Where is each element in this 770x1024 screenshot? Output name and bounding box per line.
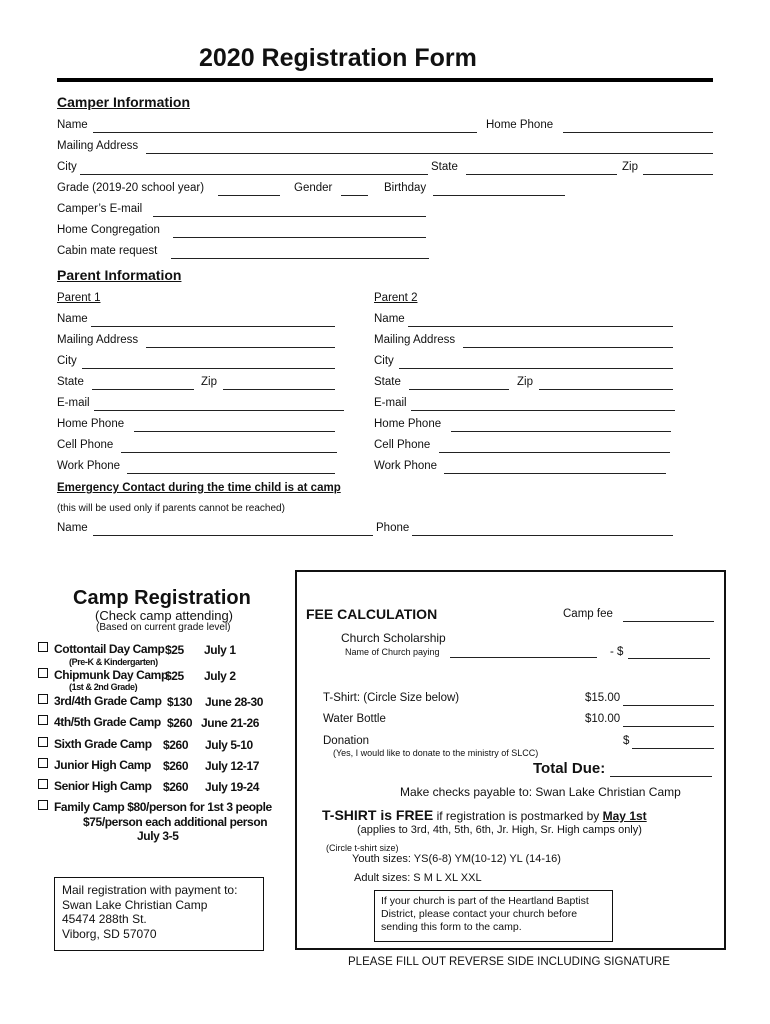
family-camp-additional: $75/person each additional person	[83, 815, 268, 829]
parent1-zip-label: Zip	[201, 376, 217, 388]
camp-option-3rd4th[interactable]: 3rd/4th Grade Camp	[38, 694, 162, 708]
checkbox[interactable]	[38, 758, 48, 768]
scholarship-amount-field[interactable]	[628, 658, 710, 659]
parent2-home-phone-label: Home Phone	[374, 418, 442, 430]
parent1-cell-phone-field[interactable]	[121, 452, 337, 453]
church-scholarship-label: Church Scholarship	[341, 631, 446, 645]
tshirt-label: T-Shirt: (Circle Size below)	[323, 692, 460, 704]
parent1-name-label: Name	[57, 313, 88, 325]
camper-congregation-label: Home Congregation	[57, 224, 160, 236]
total-due-label: Total Due:	[533, 760, 606, 777]
parent2-zip-field[interactable]	[539, 389, 673, 390]
checkbox[interactable]	[38, 800, 48, 810]
camper-grade-label: Grade (2019-20 school year)	[57, 182, 205, 194]
name-of-church-label: Name of Church paying	[345, 647, 440, 657]
parent1-email-field[interactable]	[94, 410, 344, 411]
camp-price-junior-high: $260	[163, 759, 189, 773]
camp-price-chipmunk: $25	[165, 669, 184, 683]
mail-line-3: 45474 288th St.	[62, 912, 147, 926]
camp-option-family[interactable]: Family Camp $80/person for 1st 3 people	[38, 800, 272, 814]
parent2-state-label: State	[374, 376, 401, 388]
camper-heading: Camper Information	[57, 94, 191, 110]
emergency-phone-label: Phone	[376, 522, 410, 534]
camper-cabin-field[interactable]	[171, 258, 429, 259]
parent-heading: Parent Information	[57, 267, 182, 283]
camper-email-label: Camper’s E-mail	[57, 203, 143, 215]
scholarship-dollar-label: - $	[610, 646, 624, 658]
parent1-work-phone-label: Work Phone	[57, 460, 121, 472]
camp-price-sixth: $260	[163, 738, 189, 752]
parent2-home-phone-field[interactable]	[451, 431, 671, 432]
camper-mailing-label: Mailing Address	[57, 140, 139, 152]
camp-dates-sixth: July 5-10	[205, 738, 253, 752]
camp-price-3rd4th: $130	[167, 695, 193, 709]
camper-home-phone-label: Home Phone	[486, 119, 554, 131]
camper-name-label: Name	[57, 119, 88, 131]
camp-option-chipmunk[interactable]: Chipmunk Day Camp	[38, 668, 168, 682]
tshirt-free-date: May 1st	[602, 809, 647, 823]
parent2-email-label: E-mail	[374, 397, 407, 409]
parent2-heading: Parent 2	[374, 292, 418, 304]
parent1-state-field[interactable]	[92, 389, 194, 390]
checkbox[interactable]	[38, 694, 48, 704]
mail-line-1: Mail registration with payment to:	[62, 883, 238, 897]
camper-gender-label: Gender	[294, 182, 333, 194]
tshirt-amount-field[interactable]	[623, 705, 714, 706]
parent1-city-label: City	[57, 355, 77, 367]
camp-option-sixth[interactable]: Sixth Grade Camp	[38, 737, 152, 751]
donation-label: Donation	[323, 735, 370, 747]
parent2-cell-phone-label: Cell Phone	[374, 439, 431, 451]
parent2-city-field[interactable]	[399, 368, 673, 369]
camper-state-field[interactable]	[466, 174, 617, 175]
camp-dates-chipmunk: July 2	[204, 669, 236, 683]
parent2-state-field[interactable]	[409, 389, 509, 390]
family-camp-dates: July 3-5	[137, 829, 179, 843]
fee-heading: FEE CALCULATION	[306, 606, 438, 622]
parent1-work-phone-field[interactable]	[127, 473, 335, 474]
checkbox[interactable]	[38, 737, 48, 747]
camp-price-4th5th: $260	[167, 716, 193, 730]
camp-price-cottontail: $25	[165, 643, 184, 657]
camp-option-4th5th[interactable]: 4th/5th Grade Camp	[38, 715, 161, 729]
parent2-email-field[interactable]	[411, 410, 675, 411]
parent1-state-label: State	[57, 376, 84, 388]
camper-city-field[interactable]	[80, 174, 428, 175]
parent2-name-field[interactable]	[408, 326, 673, 327]
camper-congregation-field[interactable]	[173, 237, 426, 238]
parent2-work-phone-field[interactable]	[444, 473, 666, 474]
camp-dates-3rd4th: June 28-30	[205, 695, 264, 709]
camper-grade-field[interactable]	[218, 195, 280, 196]
camp-dates-cottontail: July 1	[204, 643, 236, 657]
tshirt-free: T-SHIRT is FREE	[322, 807, 434, 823]
tshirt-price: $15.00	[585, 692, 621, 704]
camp-registration-heading: Camp Registration	[73, 587, 251, 609]
camper-gender-field[interactable]	[341, 195, 368, 196]
camp-registration-sub2: (Based on current grade level)	[96, 622, 231, 633]
parent1-mailing-label: Mailing Address	[57, 334, 139, 346]
water-bottle-price: $10.00	[585, 713, 621, 725]
mail-line-4: Viborg, SD 57070	[62, 926, 157, 941]
camp-dates-junior-high: July 12-17	[205, 759, 260, 773]
camper-cabin-label: Cabin mate request	[57, 245, 158, 257]
tshirt-free-line	[322, 807, 647, 823]
camper-zip-label: Zip	[622, 161, 638, 173]
parent1-mailing-field[interactable]	[146, 347, 335, 348]
camp-price-senior-high: $260	[163, 780, 189, 794]
parent1-zip-field[interactable]	[223, 389, 335, 390]
heartland-note-box	[374, 890, 613, 942]
parent1-cell-phone-label: Cell Phone	[57, 439, 114, 451]
mail-line-2: Swan Lake Christian Camp	[62, 897, 208, 912]
parent2-name-label: Name	[374, 313, 405, 325]
camper-mailing-field[interactable]	[146, 153, 713, 154]
camp-dates-senior-high: July 19-24	[205, 780, 260, 794]
parent1-name-field[interactable]	[91, 326, 335, 327]
camper-home-phone-field[interactable]	[563, 132, 713, 133]
parent2-mailing-field[interactable]	[463, 347, 673, 348]
parent2-city-label: City	[374, 355, 394, 367]
adult-sizes: Adult sizes: S M L XL XXL	[354, 872, 482, 884]
name-of-church-field[interactable]	[450, 657, 597, 658]
checkbox[interactable]	[38, 715, 48, 725]
emergency-heading: Emergency Contact during the time child is at camp	[57, 482, 341, 494]
youth-sizes: Youth sizes: YS(6-8) YM(10-12) YL (14-16)	[352, 853, 561, 865]
camp-registration-sub1: (Check camp attending)	[95, 608, 234, 623]
water-bottle-amount-field[interactable]	[623, 726, 714, 727]
title-rule	[57, 78, 713, 82]
heartland-note: If your church is part of the Heartland Baptist District, please contact your church before sending this form to the camp.	[381, 895, 589, 933]
parent1-email-label: E-mail	[57, 397, 90, 409]
tshirt-circle-size: (Circle t-shirt size)	[326, 843, 399, 853]
donation-amount-field[interactable]	[632, 748, 714, 749]
emergency-name-field[interactable]	[93, 535, 373, 536]
camper-city-label: City	[57, 161, 77, 173]
camper-birthday-field[interactable]	[433, 195, 565, 196]
camp-option-junior-high[interactable]: Junior High Camp	[38, 758, 151, 772]
checks-payable: Make checks payable to: Swan Lake Christian Camp	[400, 785, 681, 799]
checkbox[interactable]	[38, 642, 48, 652]
water-bottle-label: Water Bottle	[323, 713, 386, 725]
camp-dates-4th5th: June 21-26	[201, 716, 260, 730]
donation-dollar: $	[623, 735, 630, 747]
camp-note-cottontail: (Pre-K & Kindergarten)	[69, 657, 158, 667]
emergency-note: (this will be used only if parents cannot be reached)	[57, 503, 285, 514]
mail-registration-box	[54, 877, 264, 951]
footer-note: PLEASE FILL OUT REVERSE SIDE INCLUDING SIGNATURE	[348, 956, 670, 968]
parent2-mailing-label: Mailing Address	[374, 334, 456, 346]
camper-birthday-label: Birthday	[384, 182, 427, 194]
tshirt-free-text: if registration is postmarked by	[433, 809, 603, 823]
camp-fee-label: Camp fee	[563, 608, 613, 620]
checkbox[interactable]	[38, 779, 48, 789]
camper-name-field[interactable]	[93, 132, 477, 133]
checkbox[interactable]	[38, 668, 48, 678]
camper-zip-field[interactable]	[643, 174, 713, 175]
camp-fee-field[interactable]	[623, 621, 714, 622]
parent1-city-field[interactable]	[82, 368, 335, 369]
camper-email-field[interactable]	[153, 216, 426, 217]
parent1-home-phone-field[interactable]	[134, 431, 335, 432]
camp-note-chipmunk: (1st & 2nd Grade)	[69, 682, 138, 692]
parent2-zip-label: Zip	[517, 376, 533, 388]
emergency-phone-field[interactable]	[412, 535, 673, 536]
donation-note: (Yes, I would like to donate to the ministry of SLCC)	[333, 748, 539, 758]
total-due-field[interactable]	[610, 776, 712, 777]
camp-option-senior-high[interactable]: Senior High Camp	[38, 779, 152, 793]
camper-state-label: State	[431, 161, 458, 173]
tshirt-applies: (applies to 3rd, 4th, 5th, 6th, Jr. High, Sr. High camps only)	[357, 824, 642, 836]
parent1-home-phone-label: Home Phone	[57, 418, 125, 430]
page-title: 2020 Registration Form	[199, 44, 477, 72]
parent2-work-phone-label: Work Phone	[374, 460, 438, 472]
emergency-name-label: Name	[57, 522, 88, 534]
camp-option-cottontail[interactable]: Cottontail Day Camp	[38, 642, 164, 656]
parent1-heading: Parent 1	[57, 292, 101, 304]
parent2-cell-phone-field[interactable]	[439, 452, 670, 453]
